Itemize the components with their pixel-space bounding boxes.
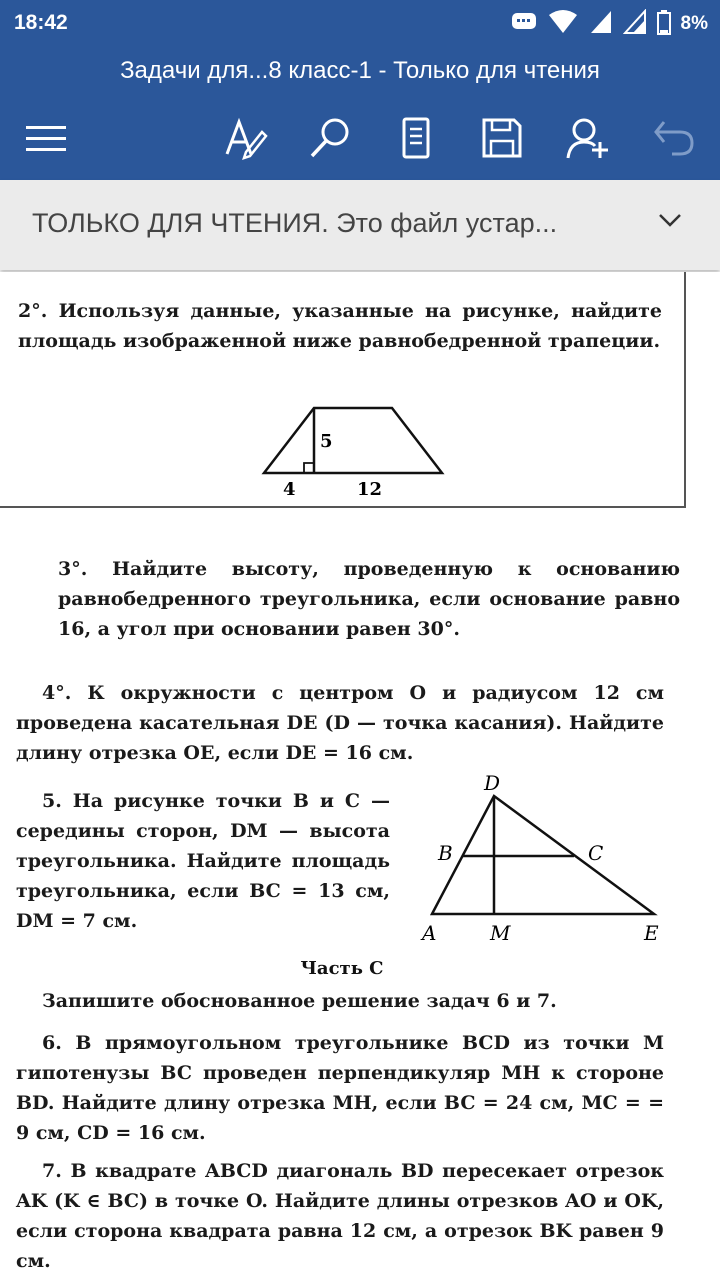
save-button[interactable] xyxy=(470,110,534,166)
share-icon xyxy=(566,116,610,160)
search-icon xyxy=(308,116,352,160)
task-2-text: Используя данные, указанные на рисунке, найдите площадь изображенной ниже равнобедренной трапеции. xyxy=(18,300,662,352)
battery-icon xyxy=(657,9,671,40)
task-3-text: Найдите высоту, проведенную к основанию равнобедренного треугольника, если основание равно 16, а угол при основании равен 30°. xyxy=(58,558,680,640)
part-c-heading: Часть С xyxy=(300,958,384,979)
task-5-text: На рисунке точки B и C — середины сторон, DM — высота треугольника. Найдите площадь треугольника, если BC = 13 см, DM = 7 см. xyxy=(16,790,390,932)
task-7-text: В квадрате ABCD диагональ BD пересекает отрезок AK (K ∈ BC) в точке O. Найдите длины отрезков AO и OK, если сторона квадрата равна 12 см, а отрезок BK равен 9 см. xyxy=(16,1160,664,1272)
part-c-instruction: Запишите обоснованное решение задач 6 и 7. xyxy=(42,990,557,1012)
save-icon xyxy=(481,117,523,159)
reading-view-button[interactable] xyxy=(384,110,448,166)
document-title: Задачи для...8 класс-1 - Только для чтения xyxy=(120,57,600,84)
label-a: A xyxy=(422,921,437,945)
label-c: C xyxy=(588,841,604,865)
label-m: M xyxy=(490,921,511,945)
trap-segment-label: 4 xyxy=(283,479,296,500)
menu-icon xyxy=(24,123,68,153)
signal-2-icon xyxy=(623,9,647,40)
task-6-text: В прямоугольном треугольнике BCD из точки M гипотенузы BC проведен перпендикуляр MH к стороне BD. Найдите длину отрезка MH, если BC = 24 см, MC = = 9 см, CD = 16 см. xyxy=(16,1032,664,1144)
readonly-notice[interactable] xyxy=(0,180,720,270)
trapezoid-figure xyxy=(250,402,460,502)
menu-button[interactable] xyxy=(14,110,78,166)
edit-icon xyxy=(224,116,268,160)
readonly-message: ТОЛЬКО ДЛЯ ЧТЕНИЯ. Это файл устар... xyxy=(32,208,558,238)
label-d: D xyxy=(484,771,501,795)
task-3: 3°. Найдите высоту, проведенную к основанию равнобедренного треугольника, если основание равно 16, а угол при основании равен 30°. xyxy=(58,558,680,640)
chevron-down-icon[interactable] xyxy=(658,212,682,233)
status-bar xyxy=(0,0,720,48)
label-b: B xyxy=(438,841,453,865)
edit-button[interactable] xyxy=(214,110,278,166)
reading-view-icon xyxy=(398,116,434,160)
task-7: 7. В квадрате ABCD диагональ BD пересекает отрезок AK (K ∈ BC) в точке O. Найдите длины отрезков AO и OK, если сторона квадрата равна 12 см, а отрезок BK равен 9 см. xyxy=(16,1160,664,1272)
trap-base-label: 12 xyxy=(357,479,383,500)
task-4-text: К окружности с центром O и радиусом 12 см проведена касательная DE (D — точка касания). Найдите длину отрезка OE, если DE = 16 см. xyxy=(16,682,664,764)
task-5: 5. На рисунке точки B и C — середины сторон, DM — высота треугольника. Найдите площадь треугольника, если BC = 13 см, DM = 7 см. xyxy=(16,790,390,932)
trap-height-label: 5 xyxy=(320,431,333,452)
signal-icon xyxy=(589,9,613,40)
undo-icon xyxy=(652,118,696,158)
battery-percent: 8% xyxy=(680,13,708,34)
document-page[interactable] xyxy=(0,272,720,1280)
task-6: 6. В прямоугольном треугольнике BCD из точки M гипотенузы BC проведен перпендикуляр MH к стороне BD. Найдите длину отрезка MH, если BC = 24 см, MC = = 9 см, CD = 16 см. xyxy=(16,1032,664,1144)
status-time: 18:42 xyxy=(14,11,68,34)
undo-button[interactable] xyxy=(642,110,706,166)
task-2: 2°. Используя данные, указанные на рисунке, найдите площадь изображенной ниже равнобедренной трапеции. xyxy=(18,300,662,352)
search-button[interactable] xyxy=(298,110,362,166)
triangle-figure xyxy=(414,768,674,948)
app-header xyxy=(0,48,720,180)
share-button[interactable] xyxy=(556,110,620,166)
wifi-icon xyxy=(547,9,579,40)
notification-icon xyxy=(511,11,537,38)
task-4: 4°. К окружности с центром O и радиусом 12 см проведена касательная DE (D — точка касания). Найдите длину отрезка OE, если DE = 16 см. xyxy=(16,682,664,764)
label-e: E xyxy=(644,921,659,945)
